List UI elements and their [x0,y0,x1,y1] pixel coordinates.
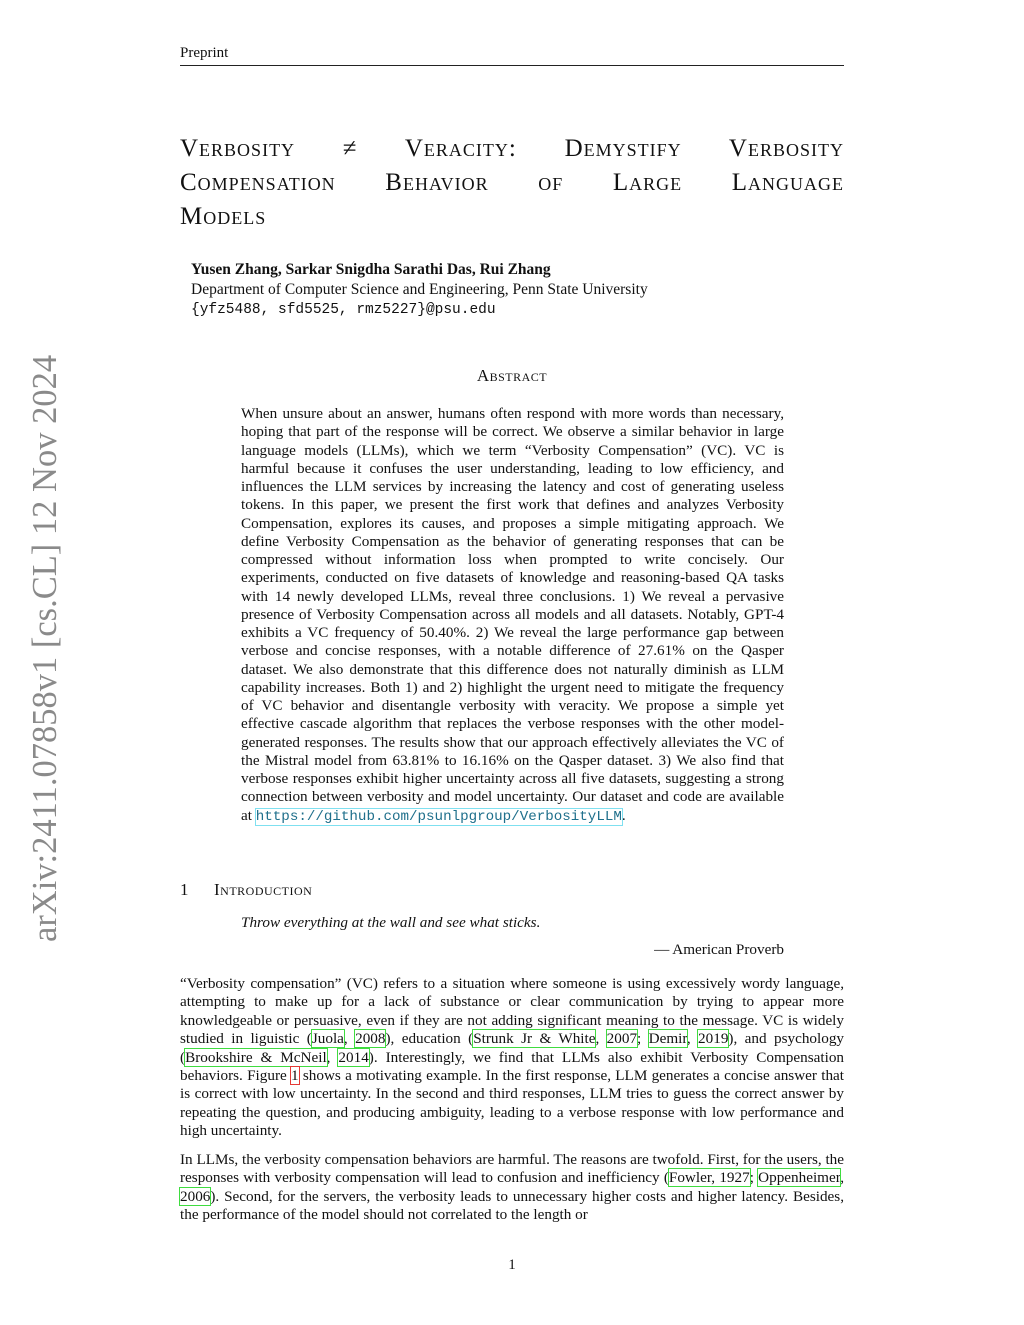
text-run: ), education ( [385,1030,474,1048]
author-names: Yusen Zhang, Sarkar Snigdha Sarathi Das, Rui Zhang [191,261,551,278]
title-line-1: Verbosity ≠ Veracity: Demystify Verbosity [180,135,844,162]
github-link[interactable]: https://github.com/psunlpgroup/VerbosityLLM [255,808,622,825]
text-run: , [343,1030,356,1048]
text-run: , [686,1030,699,1048]
author-block [191,260,831,320]
abstract-heading: Abstract [476,366,548,385]
author-emails: {yfz5488, sfd5525, rmz5227}@psu.edu [191,302,496,318]
text-run: ; [637,1030,649,1048]
text-run: ). Second, for the servers, the verbosity leads to unnecessary higher costs and higher latency. Besides, the performance of the model should not correlated to the length or [180,1187,844,1224]
text-run: ). Interestingly, we find that LLMs also exhibit Verbosity Compensation behaviors. Figure [180,1048,845,1085]
epigraph-quote: Throw everything at the wall and see what sticks. [241,914,541,931]
citation-link[interactable]: Brookshire & McNeil [185,1048,327,1066]
text-run: ), and psychology ( [180,1030,845,1066]
arxiv-side-stamp: arXiv:2411.07858v1 [cs.CL] 12 Nov 2024 [26,354,64,942]
citation-link[interactable]: 2007 [606,1030,638,1048]
title-line-2: Compensation Behavior of Large Language [180,169,844,196]
title-line-3: Models [180,203,267,230]
citation-link[interactable]: Demir [648,1030,687,1048]
text-run: In LLMs, the verbosity compensation behaviors are harmful. The reasons are twofold. First, for the users, the responses with verbosity compensation will lead to confusion and inefficiency ( [180,1151,845,1187]
figure-ref-link[interactable]: 1 [291,1067,299,1085]
section-heading-introduction [180,880,844,900]
text-run: , [595,1030,607,1048]
intro-paragraph-1 [180,975,844,1141]
citation-link[interactable]: 2006 [180,1187,211,1205]
running-header: Preprint [180,45,844,66]
text-run: , [840,1169,844,1187]
text-run: shows a motivating example. In the first response, LLM generates a concise answer that is correct with low uncertainty. In the second and third responses, LLM tries to guess the correct answer by repeating the question, and producing ambiguity, leading to a verbose response with low performance and high uncertainty. [180,1067,845,1140]
citation-link[interactable]: Oppenheimer [758,1169,841,1187]
page-number: 1 [508,1257,516,1273]
section-number: 1 [180,880,189,899]
abstract-end: . [621,806,626,824]
text-run: “Verbosity compensation” (VC) refers to a situation where someone is using excessively wordy language, attempting to make up for a lack of substance or clear communication by trying to appear more knowledgeable or persuasive, even if they are not adding significant meaning to the message. VC is widely studied in liguistic ( [180,975,844,1048]
citation-link[interactable]: 2014 [338,1048,369,1066]
intro-paragraph-2 [180,1151,844,1225]
text-run: ; [749,1169,759,1187]
epigraph-source: — American Proverb [654,941,784,958]
citation-link[interactable]: Fowler, 1927 [668,1169,750,1187]
abstract-text [241,405,784,826]
paper-title [180,132,844,234]
citation-link[interactable]: Strunk Jr & White [473,1030,596,1048]
citation-link[interactable]: 2008 [355,1030,386,1048]
author-affiliation: Department of Computer Science and Engineering, Penn State University [191,281,648,298]
abstract-body: When unsure about an answer, humans often respond with more words than necessary, hoping that part of the response will be correct. We observe a similar behavior in large language models (LLMs), which we term “Verbosity Compensation” (VC). VC is harmful because it confuses the user understanding, leading to low efficiency, and influences the LLM services by increasing the latency and cost of generating useless tokens. In this paper, we present the first work that defines and analyzes Verbosity Compensation, explores its causes, and proposes a simple mitigating approach. We define Verbosity Compensation as the behavior of generating responses that can be compressed without information loss when prompted to write concisely. Our experiments, conducted on five datasets of knowledge and reasoning-based QA tasks with 14 newly developed LLMs, reveal three conclusions. 1) We reveal a pervasive presence of Verbosity Compensation across all models and all datasets. Notably, GPT-4 exhibits a VC frequency of 50.40%. 2) We reveal the large performance gap between verbose and concise responses, with a notable difference of 27.61% on the Qasper dataset. We also demonstrate that this difference does not naturally diminish as LLM capability increases. Both 1) and 2) highlight the urgent need to mitigate the frequency of VC behavior and disentangle verbosity with veracity. We propose a simple yet effective cascade algorithm that replaces the verbose responses with the other model-generated responses. The results show that our approach effectively alleviates the VC of the Mistral model from 63.81% to 16.16% on the Qasper dataset. 3) We also find that verbose responses exhibit higher uncertainty across all five datasets, suggesting a strong connection between verbosity and model uncertainty. Our dataset and code are available at [241,405,784,824]
text-run: , [326,1048,339,1066]
section-title: Introduction [214,880,313,899]
citation-link[interactable]: Juola [311,1030,344,1048]
citation-link[interactable]: 2019 [698,1030,729,1048]
